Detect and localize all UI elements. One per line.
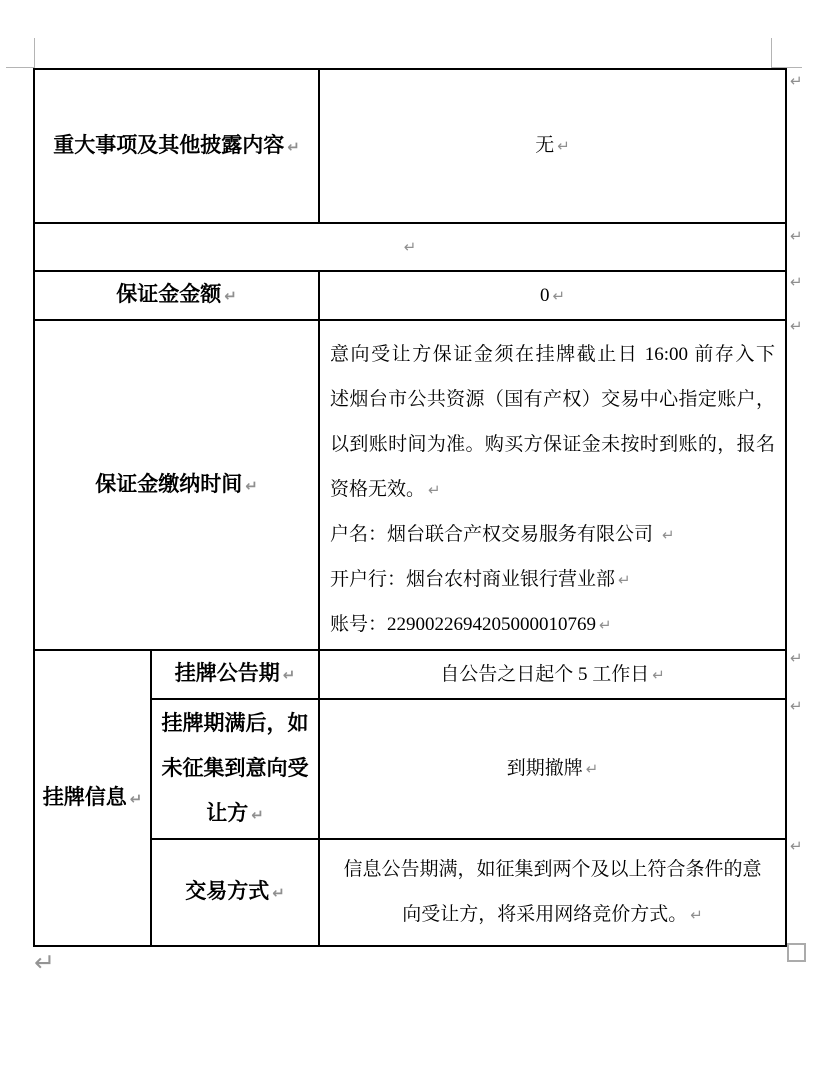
pilcrow-mark: ↵ [552, 286, 566, 305]
table-row [34, 320, 786, 650]
cell-deposit-amount-label[interactable] [34, 271, 319, 320]
pilcrow-mark: ↵ [557, 137, 570, 155]
pilcrow-mark: ↵ [245, 476, 258, 495]
account-number-line: 账号：2290022694205000010769 ↵ [330, 614, 612, 635]
trade-method-value-line: 信息公告期满，如征集到两个及以上符合条件的意 [343, 859, 762, 880]
end-of-row-mark: ↵ [790, 317, 803, 335]
expiry-label-line: 挂牌期满后，如 [161, 710, 309, 735]
announcement-period-value: 自公告之日起个 5 工作日 [440, 663, 650, 685]
cell-announcement-period-value[interactable] [319, 650, 786, 699]
pilcrow-mark: ↵ [662, 526, 675, 544]
paragraph-mark: ↵ [34, 948, 55, 977]
account-name-line: 户名：烟台联合产权交易服务有限公司 ↵ [330, 524, 675, 545]
cell-announcement-period-label[interactable] [151, 650, 319, 699]
bank-branch-line: 开户行：烟台农村商业银行营业部 ↵ [330, 569, 631, 590]
pilcrow-mark: ↵ [251, 805, 264, 824]
margin-mark-top-left-vertical [34, 38, 35, 68]
cell-listing-info-label[interactable] [34, 650, 151, 946]
cell-trade-method-label[interactable] [151, 839, 319, 946]
announcement-table [33, 68, 787, 947]
pilcrow-mark: ↵ [690, 906, 703, 924]
table-row [34, 69, 786, 223]
margin-mark-top-right-vertical [771, 38, 772, 68]
table-row [34, 650, 786, 699]
deposit-time-text-line: 意向受让方保证金须在挂牌截止日 16:00 前存入下 [330, 344, 775, 365]
announcement-period-label: 挂牌公告期 [174, 661, 280, 685]
table-row [34, 271, 786, 320]
deposit-time-label: 保证金缴纳时间 [95, 471, 243, 496]
expiry-label-line: 未征集到意向受 [161, 755, 309, 780]
deposit-amount-value: 0 [539, 284, 550, 306]
pilcrow-mark: ↵ [287, 137, 300, 156]
deposit-time-text-line: 以到账时间为准。购买方保证金未按时到账的，报名 [330, 434, 775, 455]
cell-trade-method-value[interactable] [319, 839, 786, 946]
deposit-time-text-line: 述烟台市公共资源（国有产权）交易中心指定账户， [330, 389, 775, 410]
pilcrow-mark: ↵ [585, 760, 599, 778]
expiry-value: 到期撤牌 [506, 758, 583, 779]
table-resize-handle[interactable] [787, 943, 806, 962]
pilcrow-mark: ↵ [618, 571, 631, 589]
listing-info-label: 挂牌信息 [42, 784, 127, 809]
end-of-row-mark: ↵ [790, 227, 803, 245]
cell-major-disclosure-label[interactable] [34, 69, 319, 223]
cell-major-disclosure-value[interactable] [319, 69, 786, 223]
expiry-label-line: 让方 ↵ [206, 800, 264, 825]
trade-method-label: 交易方式 [185, 879, 270, 903]
end-of-row-mark: ↵ [790, 273, 803, 291]
cell-deposit-time-value[interactable] [319, 320, 786, 650]
pilcrow-mark: ↵ [652, 665, 665, 684]
cell-deposit-amount-value[interactable] [319, 271, 786, 320]
pilcrow-mark: ↵ [129, 789, 143, 808]
cell-expiry-value[interactable] [319, 699, 786, 839]
end-of-row-mark: ↵ [790, 649, 803, 667]
pilcrow-mark: ↵ [224, 287, 237, 305]
pilcrow-mark: ↵ [599, 616, 612, 634]
pilcrow-mark: ↵ [282, 666, 296, 684]
pilcrow-mark: ↵ [403, 238, 417, 256]
cell-deposit-time-label[interactable] [34, 320, 319, 650]
cell-spacer[interactable] [34, 223, 786, 271]
end-of-row-mark: ↵ [790, 697, 803, 715]
cell-expiry-label[interactable] [151, 699, 319, 839]
deposit-amount-label: 保证金金额 [116, 282, 222, 306]
deposit-time-text-line: 资格无效。 ↵ [330, 479, 441, 500]
table-row [34, 223, 786, 271]
end-of-row-mark: ↵ [790, 72, 803, 90]
trade-method-value-line: 向受让方，将采用网络竞价方式。 ↵ [402, 904, 703, 925]
major-disclosure-label: 重大事项及其他披露内容 [53, 132, 285, 157]
margin-mark-top-left-horizontal [6, 67, 35, 68]
end-of-row-mark: ↵ [790, 837, 803, 855]
pilcrow-mark: ↵ [428, 481, 441, 499]
pilcrow-mark: ↵ [272, 884, 285, 902]
major-disclosure-value: 无 [535, 135, 555, 156]
